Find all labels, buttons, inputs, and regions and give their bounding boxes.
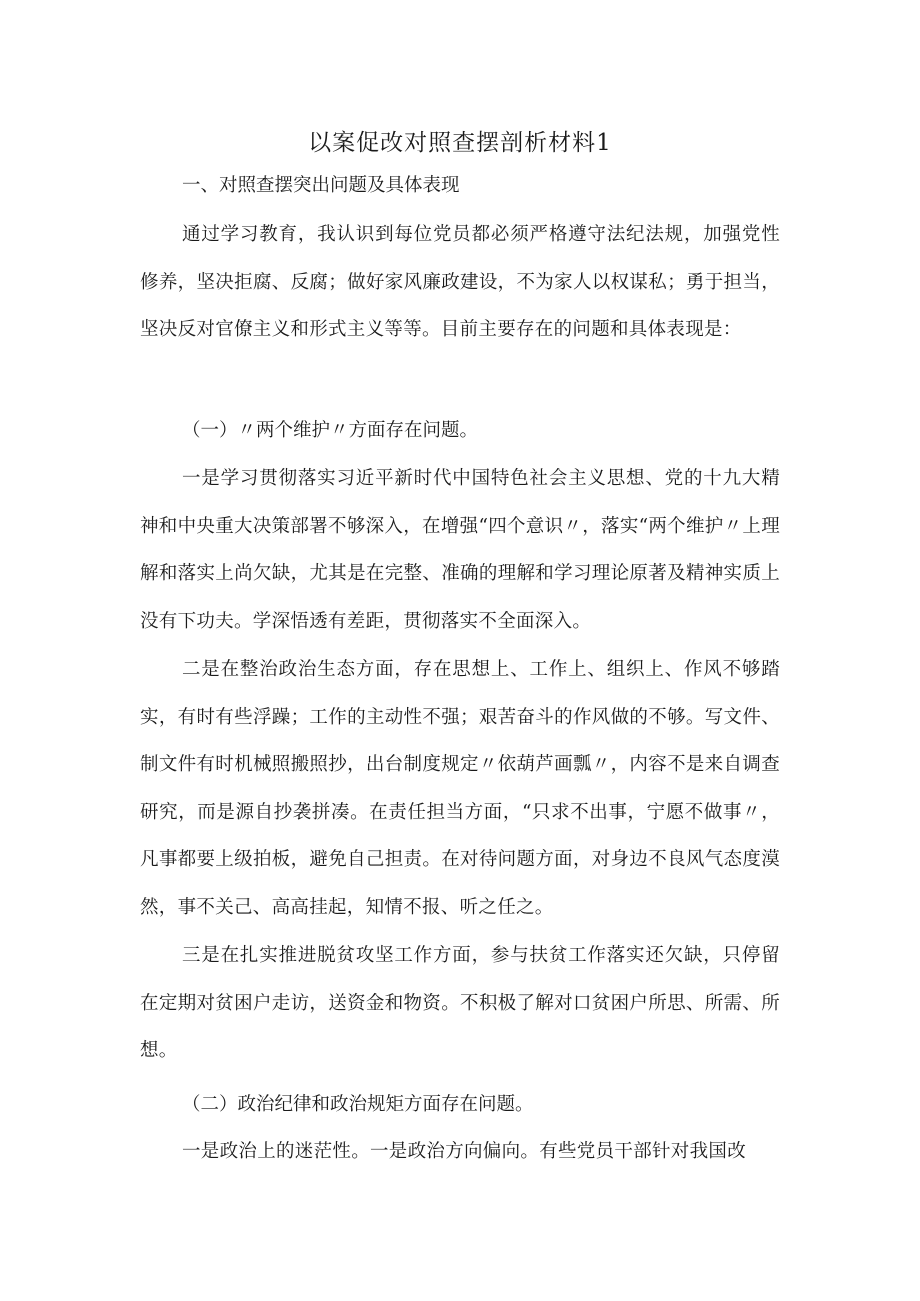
paragraph-point-1: 一是学习贯彻落实习近平新时代中国特色社会主义思想、党的十九大精神和中央重大决策部署不够深入，在增强“四个意识〃，落实“两个维护〃上理解和落实上尚欠缺，尤其是在完整、准确的理解和学习理论原著及精神实质上没有下功夫。学深悟透有差距，贯彻落实不全面深入。 (140, 468, 780, 632)
subheading-two-safeguards: （一）〃两个维护〃方面存在问题。 (182, 420, 479, 441)
document-title: 以案促改对照查摆剖析材料1 (308, 130, 612, 156)
paragraph-point-3: 三是在扎实推进脱贫攻坚工作方面，参与扶贫工作落实还欠缺，只停留在定期对贫困户走访，送资金和物资。不积极了解对口贫困户所思、所需、所想。 (140, 945, 780, 1061)
section-heading: 一、对照查摆突出问题及具体表现 (182, 175, 460, 196)
paragraph-point-2: 二是在整治政治生态方面，存在思想上、工作上、组织上、作风不够踏实，有时有些浮躁；工作的主动性不强；艰苦奋斗的作风做的不够。写文件、制文件有时机械照搬照抄，出台制度规定〃依葫芦画瓢〃，内容不是来自调查研究，而是源自抄袭拼凑。在责任担当方面，“只求不出事，宁愿不做事〃，凡事都要上级拍板，避免自己担责。在对待问题方面，对身边不良风气态度漠然，事不关己、高高挂起，知情不报、听之任之。 (140, 659, 780, 918)
subheading-political-discipline: （二）政治纪律和政治规矩方面存在问题。 (182, 1094, 534, 1115)
intro-paragraph: 通过学习教育，我认识到每位党员都必须严格遵守法纪法规，加强党性修养，坚决拒腐、反腐；做好家风廉政建设，不为家人以权谋私；勇于担当，坚决反对官僚主义和形式主义等等。目前主要存在的问题和具体表现是： (140, 224, 780, 340)
paragraph-point-4: 一是政治上的迷茫性。一是政治方向偏向。有些党员干部针对我国改 (182, 1141, 747, 1162)
